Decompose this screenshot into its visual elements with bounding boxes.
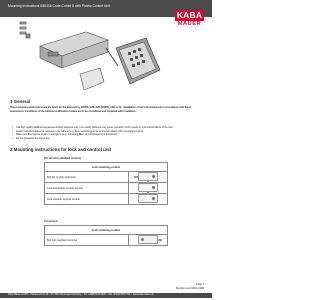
mounting-plate-illustration <box>80 68 104 90</box>
lock-position-image <box>129 235 168 246</box>
requirements-list <box>12 126 196 140</box>
table-cell: Bolt right, keyhole horizontal <box>45 235 129 246</box>
table-row <box>45 172 168 183</box>
revision-info: Revision rev.0 2011-2009 <box>175 287 204 290</box>
document-title: Mounting Instructions B55316 Code-Combi B with Plastic Control Unit <box>8 4 110 8</box>
page-number: Page 1 <box>196 283 204 286</box>
control-unit-illustration <box>116 38 160 84</box>
section-2-title: 2 Mounting instructions for lock and control unit <box>10 147 112 152</box>
logo-mauer-text: MAUER <box>177 21 202 27</box>
table-row <box>45 183 168 194</box>
list-item: • Avoid residual oil/adhesive residues in the cabinet (e.g. from varnishing) so as to prevent attack of the electrical contacts. <box>12 130 196 134</box>
rh-lock-table <box>44 162 168 205</box>
screws-illustration <box>20 22 30 38</box>
table-header: Lock mounting position <box>45 163 168 172</box>
exploded-lock-illustration <box>18 18 168 96</box>
table-cell: Lock downwards, keyhole vertical <box>45 183 129 194</box>
lh-lock-table <box>44 225 168 246</box>
table-cell: Lock upwards, keyhole vertical <box>45 194 129 205</box>
footer-company-line: Kaba Mauer GmbH – Postbereich 6–14 – D-71272 Renningen/Germany – Tel. +49(0)7159 6303 – Fax +49(0)7159 7101 – www.kaba-mauer.de <box>8 294 154 296</box>
list-item: • Do not grease/oil the bolt or key. <box>12 137 196 141</box>
logo-kaba-text: KABA <box>176 10 203 20</box>
lock-position-image <box>129 194 168 205</box>
list-item: • Use high quality alkaline/manganese-dioxide batteries only. Low quality batteries may cause operation which results in a functional failure of the lock. <box>12 126 196 130</box>
rh-version-label: RH version (standard version) <box>44 157 82 160</box>
table-header: Lock mounting position <box>45 226 168 235</box>
table-cell: Bolt left, keyhole horizontal <box>45 172 129 183</box>
list-item: • Make sure that ingress of dirt or detergents (e.g. remaining fillers or cold cleaners) is prevented. <box>12 133 196 137</box>
section-1-title: 1 General <box>10 99 31 104</box>
kaba-mauer-logo <box>175 10 204 27</box>
lh-version-label: LH version <box>44 220 58 223</box>
table-row <box>45 235 168 246</box>
section-1-paragraph: These mounting instructions are the basis for the approval by ECB/S, VdS, A2P (CNPP), EN1 or UL. Installation of the lock exclusively in accordance with these instructions. Conditions of the national certification bodies are to be considered and complied with in addition: <box>10 106 191 113</box>
table-row <box>45 194 168 205</box>
lock-body-illustration <box>40 32 108 68</box>
